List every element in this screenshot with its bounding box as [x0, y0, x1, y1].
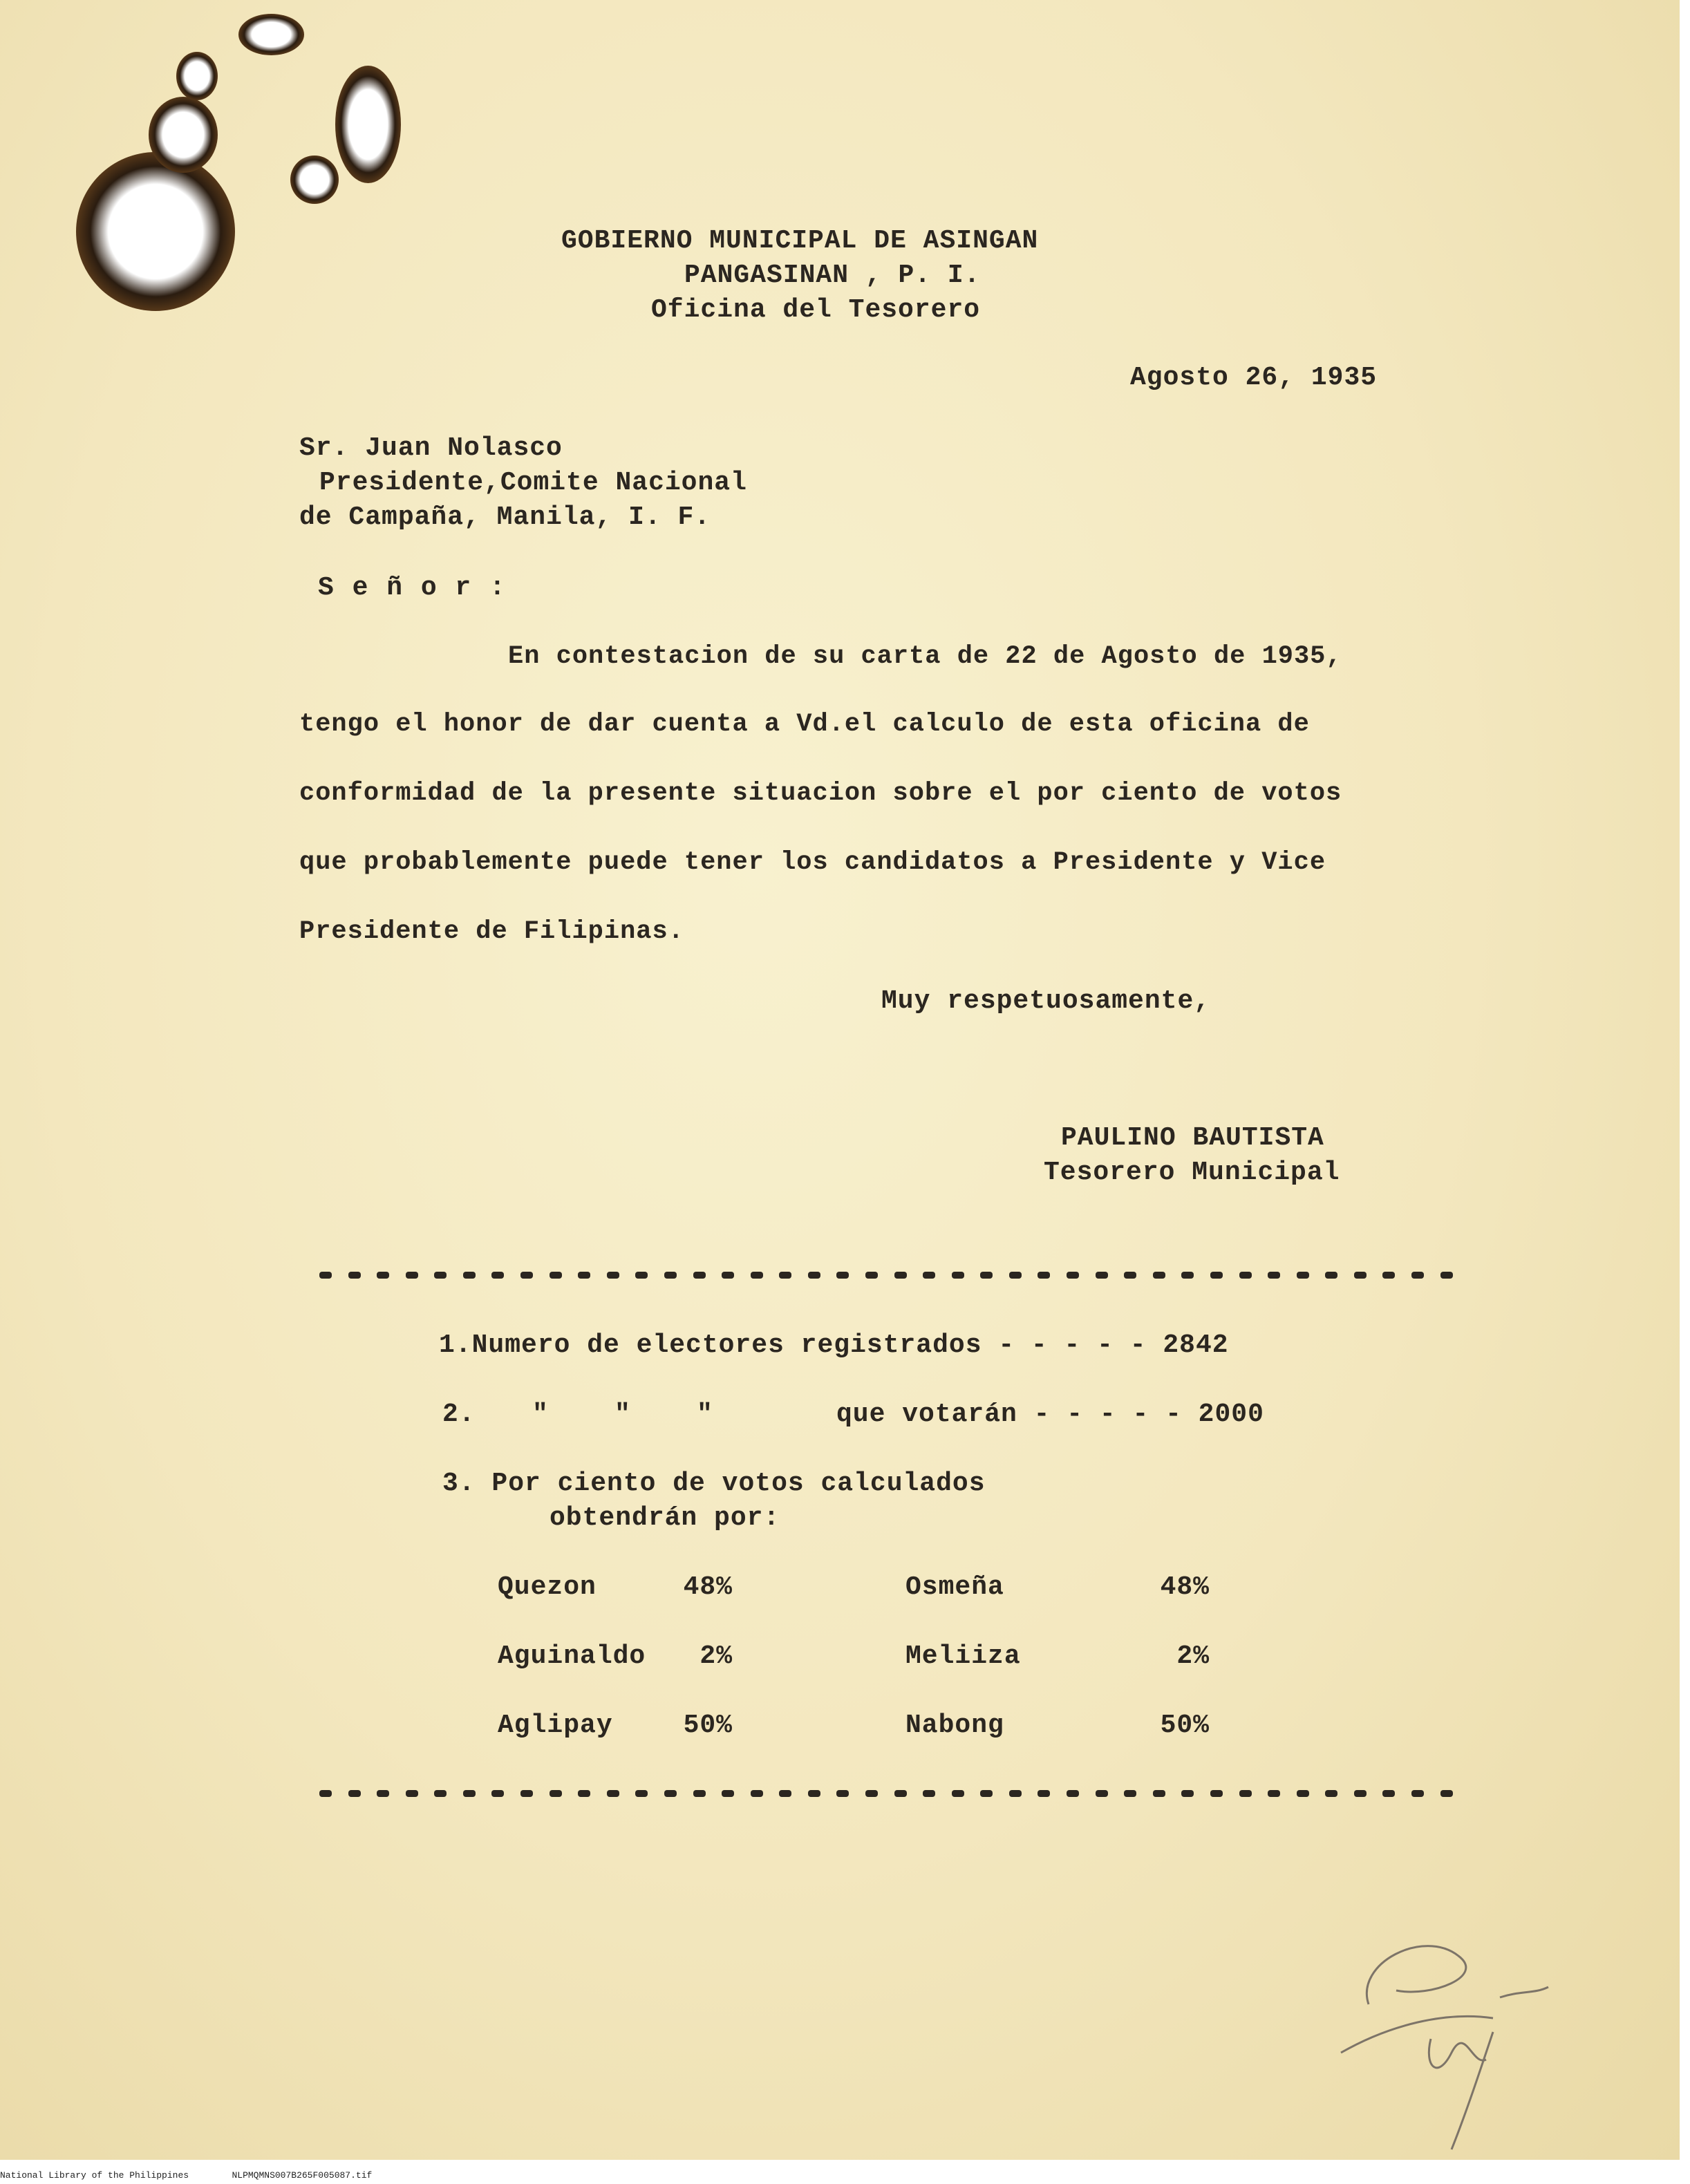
stat-item2-ditto: " " " [532, 1400, 713, 1429]
vice-candidate-name: Osmeña [905, 1572, 1004, 1602]
candidate-name: Quezon [498, 1572, 597, 1602]
archive-footer [0, 2170, 372, 2181]
closing: Muy respetuosamente, [881, 986, 1211, 1016]
burn-mark [176, 52, 218, 100]
vice-candidate-name: Nabong [905, 1711, 1004, 1740]
candidate-name: Aglipay [498, 1711, 613, 1740]
letterhead-line-2: PANGASINAN , P. I. [684, 261, 981, 290]
vice-candidate-name: Meliiza [905, 1641, 1021, 1671]
signature-title: Tesorero Municipal [1044, 1158, 1340, 1187]
burn-mark [238, 14, 304, 55]
letterhead-line-3: Oficina del Tesorero [651, 295, 981, 325]
addressee-line-1: Sr. Juan Nolasco [299, 433, 563, 463]
candidate-percent: 50% [683, 1711, 733, 1740]
vice-candidate-percent: 48% [1160, 1572, 1210, 1602]
separator-top [319, 1272, 1453, 1279]
letterhead-line-1: GOBIERNO MUNICIPAL DE ASINGAN [561, 226, 1039, 256]
burn-mark [335, 66, 401, 183]
stat-item2-number: 2. [442, 1400, 476, 1429]
vice-candidate-percent: 50% [1160, 1711, 1210, 1740]
candidate-percent: 48% [683, 1572, 733, 1602]
body-line-4: que probablemente puede tener los candidatos a Presidente y Vice [299, 848, 1326, 877]
stat-item3-line-2: obtendrán por: [550, 1503, 780, 1533]
body-line-2: tengo el honor de dar cuenta a Vd.el calculo de esta oficina de [299, 710, 1310, 739]
salutation: S e ñ o r : [318, 573, 507, 603]
addressee-line-3: de Campaña, Manila, I. F. [299, 502, 711, 532]
letter-date: Agosto 26, 1935 [1130, 363, 1378, 393]
burn-mark [290, 156, 339, 204]
signature-name: PAULINO BAUTISTA [1061, 1123, 1324, 1153]
stat-registered-voters: 1.Numero de electores registrados - - - - - 2842 [439, 1330, 1229, 1360]
pencil-scribble [1327, 1921, 1617, 2156]
body-line-1: En contestacion de su carta de 22 de Agosto de 1935, [508, 642, 1342, 671]
body-line-3: conformidad de la presente situacion sobre el por ciento de votos [299, 779, 1342, 808]
body-line-5: Presidente de Filipinas. [299, 917, 684, 946]
stat-item3-line-1: 3. Por ciento de votos calculados [442, 1469, 986, 1498]
footer-library: National Library of the Philippines [0, 2170, 189, 2181]
footer-file-id: NLPMQMNS007B265F005087.tif [232, 2170, 373, 2181]
vice-candidate-percent: 2% [1176, 1641, 1210, 1671]
separator-bottom [319, 1790, 1453, 1797]
addressee-line-2: Presidente,Comite Nacional [319, 468, 747, 498]
burn-mark [76, 152, 235, 311]
burn-mark [149, 97, 218, 173]
candidate-name: Aguinaldo [498, 1641, 646, 1671]
candidate-percent: 2% [700, 1641, 733, 1671]
stat-expected-voters: que votarán - - - - - 2000 [836, 1400, 1264, 1429]
